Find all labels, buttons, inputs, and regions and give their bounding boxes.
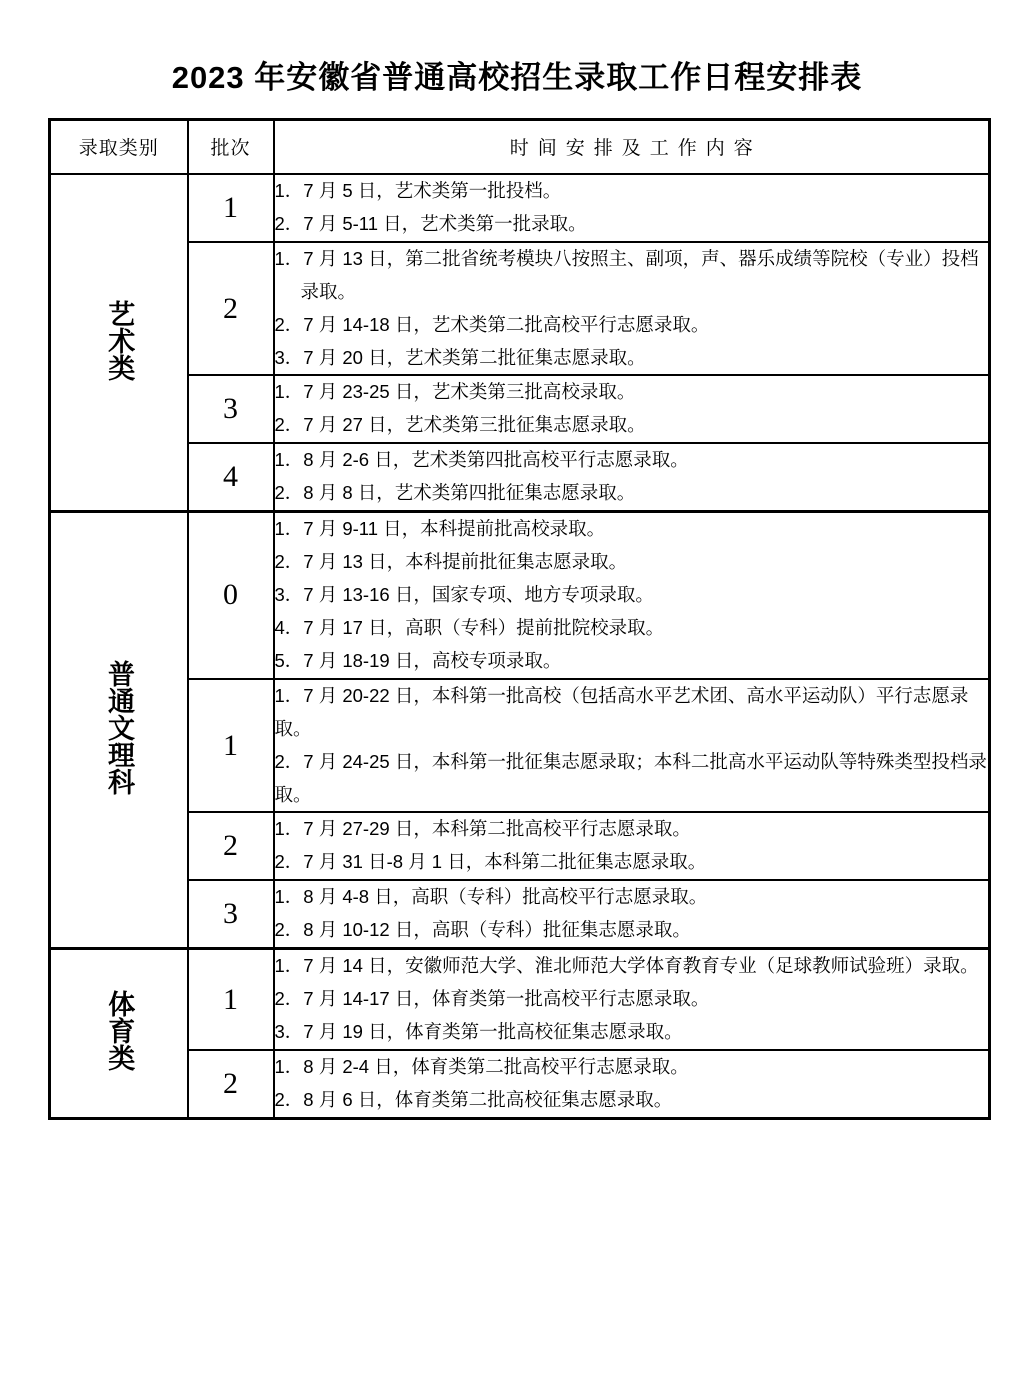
schedule-item: 1．7 月 13 日，第二批省统考模块八按照主、副项，声、器乐成绩等院校（专业）投档录取。	[274, 247, 979, 302]
schedule-item: 2．7 月 14-17 日，体育类第一批高校平行志愿录取。	[274, 988, 710, 1010]
schedule-content-cell	[274, 174, 990, 242]
category-cell	[50, 949, 188, 1119]
schedule-item: 2．7 月 5-11 日，艺术类第一批录取。	[274, 212, 587, 234]
schedule-item: 1．7 月 23-25 日，艺术类第三批高校录取。	[274, 381, 636, 403]
schedule-content-cell	[274, 949, 990, 1050]
batch-number-cell: 2	[188, 812, 274, 880]
table-row	[50, 812, 990, 880]
page-title: 2023 年安徽省普通高校招生录取工作日程安排表	[171, 59, 863, 95]
header-row	[50, 119, 990, 174]
table-row	[50, 443, 990, 511]
schedule-item: 2．8 月 8 日，艺术类第四批征集志愿录取。	[274, 482, 636, 504]
schedule-item: 1．8 月 2-4 日，体育类第二批高校平行志愿录取。	[274, 1055, 689, 1077]
column-header-content: 时间安排及工作内容	[274, 119, 990, 174]
batch-number-cell: 1	[188, 679, 274, 813]
schedule-item: 2．8 月 10-12 日，高职（专科）批征集志愿录取。	[274, 919, 691, 941]
table-header	[50, 119, 990, 174]
schedule-content-cell	[274, 679, 990, 813]
batch-number-cell: 0	[188, 512, 274, 679]
schedule-item: 2．7 月 31 日-8 月 1 日，本科第二批征集志愿录取。	[274, 851, 707, 873]
category-cell	[50, 512, 188, 949]
schedule-item: 3．7 月 20 日，艺术类第二批征集志愿录取。	[274, 346, 646, 368]
document-page	[0, 21, 1034, 1378]
table-row	[50, 1050, 990, 1118]
schedule-content-cell	[274, 443, 990, 511]
batch-number-cell: 4	[188, 443, 274, 511]
batch-number-cell: 1	[188, 949, 274, 1050]
category-label: 普通文理科	[103, 660, 134, 796]
batch-number-cell: 3	[188, 880, 274, 948]
schedule-content-cell	[274, 375, 990, 443]
schedule-item: 1．8 月 4-8 日，高职（专科）批高校平行志愿录取。	[274, 886, 708, 908]
schedule-item: 1．7 月 27-29 日，本科第二批高校平行志愿录取。	[274, 818, 691, 840]
admission-schedule-table	[48, 118, 991, 1120]
schedule-content-cell	[274, 812, 990, 880]
schedule-item: 1．8 月 2-6 日，艺术类第四批高校平行志愿录取。	[274, 449, 689, 471]
column-header-category: 录取类别	[50, 119, 188, 174]
table-row	[50, 375, 990, 443]
schedule-item: 2．7 月 24-25 日，本科第一批征集志愿录取；本科二批高水平运动队等特殊类型投档录取。	[274, 750, 987, 805]
schedule-content-cell	[274, 1050, 990, 1118]
batch-number-cell: 3	[188, 375, 274, 443]
schedule-item: 3．7 月 19 日，体育类第一批高校征集志愿录取。	[274, 1021, 683, 1042]
table-row	[50, 512, 990, 679]
table-row	[50, 174, 990, 242]
schedule-item: 1．7 月 9-11 日，本科提前批高校录取。	[274, 518, 606, 540]
schedule-item: 5．7 月 18-19 日，高校专项录取。	[274, 649, 562, 671]
batch-number-cell: 1	[188, 174, 274, 242]
schedule-content-cell	[274, 512, 990, 679]
schedule-item: 2．7 月 27 日，艺术类第三批征集志愿录取。	[274, 414, 646, 436]
batch-number-cell: 2	[188, 242, 274, 376]
schedule-item: 1．7 月 14 日，安徽师范大学、淮北师范大学体育教育专业（足球教师试验班）录取。	[274, 955, 979, 977]
schedule-item: 1．7 月 5 日，艺术类第一批投档。	[274, 179, 562, 201]
schedule-item: 4．7 月 17 日，高职（专科）提前批院校录取。	[274, 616, 665, 638]
category-cell	[50, 174, 188, 512]
schedule-content-cell	[274, 242, 990, 376]
category-label: 艺术类	[104, 299, 135, 381]
table-row	[50, 949, 990, 1050]
table-row	[50, 679, 990, 813]
schedule-table-wrapper	[48, 118, 988, 1120]
schedule-item: 2．7 月 14-18 日，艺术类第二批高校平行志愿录取。	[274, 313, 710, 335]
schedule-item: 2．7 月 13 日，本科提前批征集志愿录取。	[274, 551, 628, 573]
schedule-item: 1．7 月 20-22 日，本科第一批高校（包括高水平艺术团、高水平运动队）平行志愿录取。	[274, 684, 969, 739]
schedule-item: 3．7 月 13-16 日，国家专项、地方专项录取。	[274, 584, 654, 606]
table-row	[50, 242, 990, 376]
schedule-item: 2．8 月 6 日，体育类第二批高校征集志愿录取。	[274, 1088, 673, 1110]
batch-number-cell: 2	[188, 1050, 274, 1118]
table-body	[50, 174, 990, 1118]
table-row	[50, 880, 990, 948]
schedule-content-cell	[274, 880, 990, 948]
category-label: 体育类	[104, 990, 135, 1072]
column-header-batch: 批次	[188, 119, 274, 174]
